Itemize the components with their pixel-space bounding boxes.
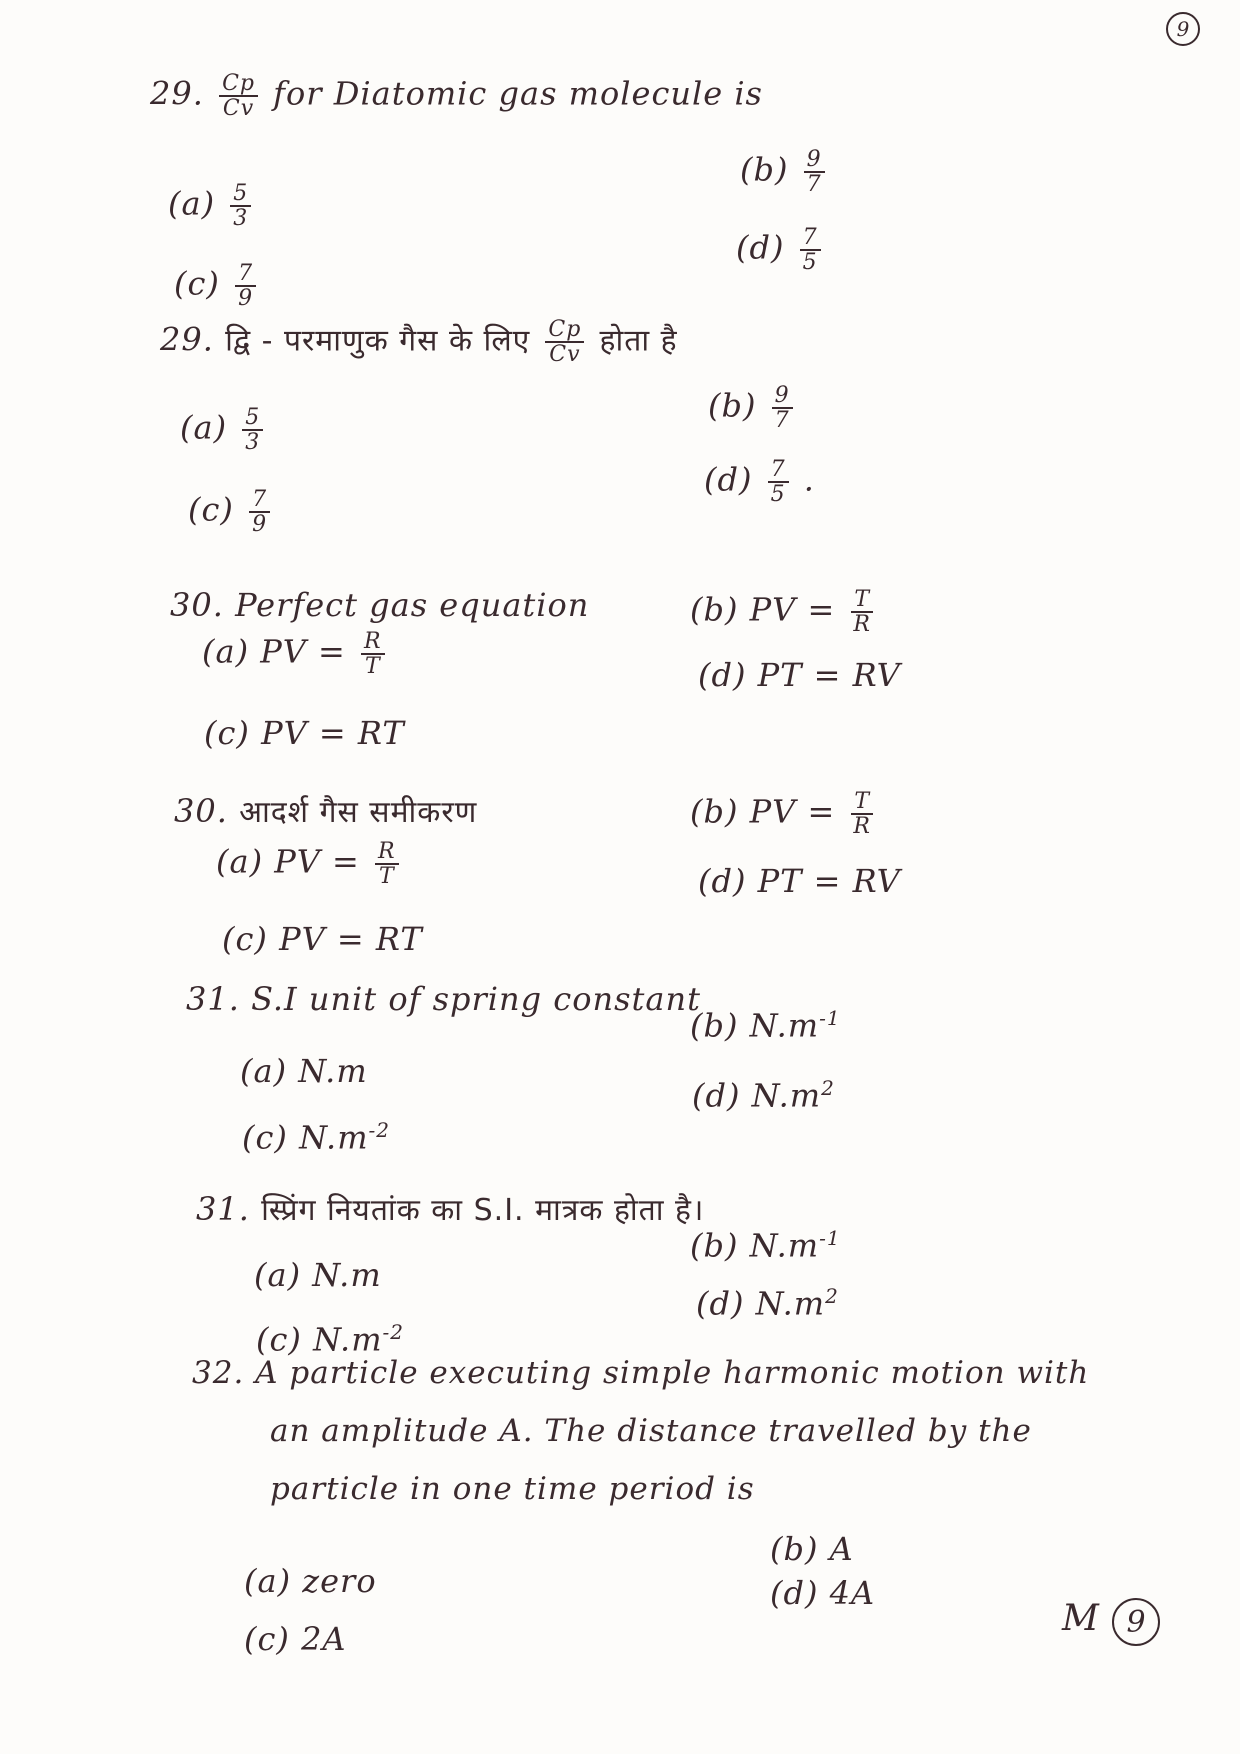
q29-hi-cp-cv: $\frac{Cp}{Cv}$ bbox=[545, 318, 584, 366]
page-number: 9 bbox=[1166, 12, 1200, 46]
q30-hi-option-a: (a) PV = $\frac{R}{T}$ bbox=[216, 840, 403, 888]
q32-option-b: (b) A bbox=[770, 1530, 854, 1568]
q32-option-a: (a) zero bbox=[244, 1562, 377, 1600]
q30-hi-option-d: (d) PT = RV bbox=[698, 862, 901, 900]
q31-hi-option-b: (b) $N.m^{-1}$ bbox=[690, 1226, 841, 1265]
q31-hi-option-c: (c) $N.m^{-2}$ bbox=[256, 1320, 405, 1359]
q32-stem-line-3: particle in one time period is bbox=[270, 1471, 755, 1507]
q29-en-cp-cv: $\frac{Cp}{Cv}$ bbox=[219, 72, 258, 120]
q29-hi-stem: 29. द्वि - परमाणुक गैस के लिए $\frac{Cp}{Cv}$ होता है bbox=[160, 317, 678, 368]
q32-option-d: (d) 4A bbox=[770, 1574, 876, 1612]
q31-en-option-a: (a) N.m bbox=[240, 1052, 368, 1090]
q31-hi-option-a: (a) N.m bbox=[254, 1256, 382, 1294]
q31-en-number: 31. bbox=[186, 980, 240, 1018]
q31-en-stem: 31. S.I unit of spring constant bbox=[186, 980, 701, 1018]
q29-en-stem bbox=[150, 72, 763, 120]
signature-initial: M bbox=[1062, 1598, 1099, 1639]
q29-en-option-b: (b) $\frac{9}{7}$ bbox=[740, 148, 829, 196]
q31-en-option-b: (b) $N.m^{-1}$ bbox=[690, 1006, 841, 1045]
q29-hi-option-d: (d) $\frac{7}{5}$ . bbox=[704, 457, 815, 508]
q31-hi-option-d: (d) $N.m^2$ bbox=[696, 1284, 839, 1323]
q29-en-option-d: (d) $\frac{7}{5}$ bbox=[736, 226, 825, 274]
q32-stem-line-1: A particle executing simple harmonic motion with bbox=[255, 1355, 1090, 1391]
q29-hi-number: 29. bbox=[160, 320, 214, 359]
q29-hi-option-b: (b) $\frac{9}{7}$ bbox=[708, 384, 797, 432]
q30-en-option-b: (b) PV = $\frac{T}{R}$ bbox=[690, 588, 878, 636]
q30-en-option-c: (c) PV = RT bbox=[204, 714, 405, 752]
q30-en-number: 30. bbox=[170, 586, 224, 624]
q30-hi-stem: 30. आदर्श गैस समीकरण bbox=[174, 792, 478, 830]
signature-circled-number: 9 bbox=[1112, 1598, 1160, 1646]
q30-en-option-a: (a) PV = $\frac{R}{T}$ bbox=[202, 630, 389, 678]
q29-en-stem-text: for Diatomic gas molecule is bbox=[273, 74, 763, 113]
q29-en-option-c: (c) $\frac{7}{9}$ bbox=[174, 262, 260, 310]
q29-hi-option-c: (c) $\frac{7}{9}$ bbox=[188, 488, 274, 536]
q31-hi-stem: 31. स्प्रिंग नियतांक का S.I. मात्रक होता है। bbox=[196, 1190, 705, 1228]
q30-hi-option-c: (c) PV = RT bbox=[222, 920, 423, 958]
q32-stem bbox=[192, 1344, 1089, 1518]
q31-en-option-c: (c) $N.m^{-2}$ bbox=[242, 1118, 391, 1157]
q30-en-option-d: (d) PT = RV bbox=[698, 656, 901, 694]
q30-hi-option-b: (b) PV = $\frac{T}{R}$ bbox=[690, 790, 878, 838]
q31-en-option-d: (d) $N.m^2$ bbox=[692, 1076, 835, 1115]
q29-hi-option-a: (a) $\frac{5}{3}$ bbox=[180, 406, 267, 454]
q32-stem-line-2: an amplitude A. The distance travelled by the bbox=[270, 1413, 1032, 1449]
q29-en-number: 29. bbox=[150, 74, 204, 113]
q30-hi-number: 30. bbox=[174, 792, 228, 830]
q32-option-c: (c) 2A bbox=[244, 1620, 347, 1658]
q30-en-stem: 30. Perfect gas equation bbox=[170, 586, 590, 624]
q31-hi-number: 31. bbox=[196, 1190, 250, 1228]
q29-en-option-a: (a) $\frac{5}{3}$ bbox=[168, 182, 255, 230]
q32-number: 32. bbox=[192, 1355, 245, 1391]
